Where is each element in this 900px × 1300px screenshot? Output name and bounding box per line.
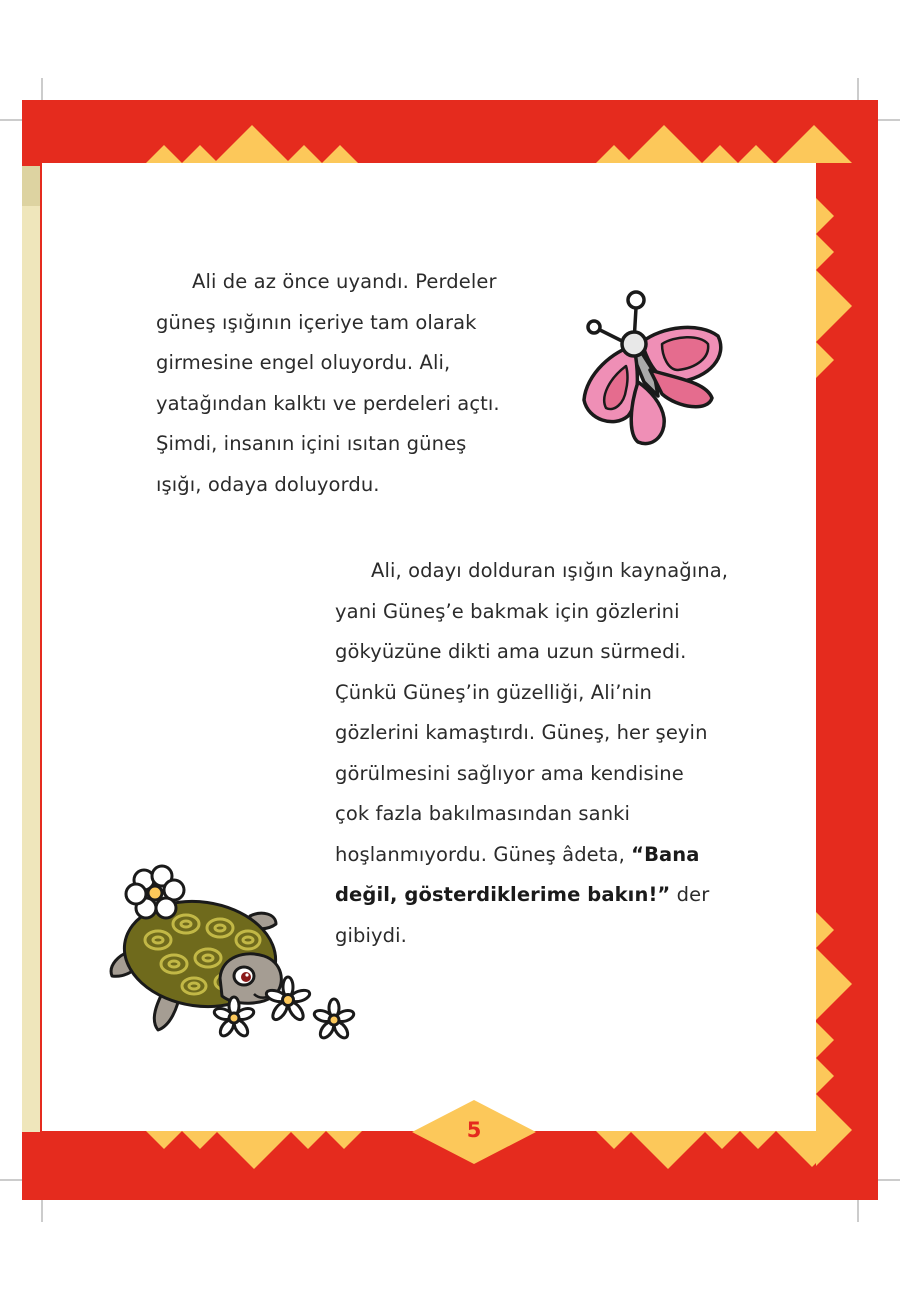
- line-text: hoşlanmıyordu. Güneş âdeta,: [335, 842, 632, 866]
- paragraph-line: [335, 875, 728, 916]
- paragraph-line: görülmesini sağlıyor ama kendisine: [335, 761, 684, 785]
- turtle-with-daisies-icon: [104, 858, 366, 1050]
- paragraph-line: [335, 835, 728, 876]
- paragraph-line: yatağından kalktı ve perdeleri açtı.: [156, 391, 500, 415]
- story-paragraph-2: [335, 551, 728, 956]
- paragraph-line: gözlerini kamaştırdı. Güneş, her şeyin: [335, 721, 708, 744]
- paragraph-line: ışığı, odaya doluyordu.: [156, 472, 380, 496]
- page-number: 5: [466, 1118, 482, 1142]
- paragraph-line: yani Güneş’e bakmak için gözlerini: [335, 599, 680, 623]
- paragraph-line: Çünkü Güneş’in güzelliği, Ali’nin: [335, 680, 652, 704]
- page-spine: [22, 166, 40, 1132]
- paragraph-line: girmesine engel oluyordu. Ali,: [156, 351, 451, 374]
- line-text: der: [670, 883, 710, 906]
- paragraph-line: Ali de az önce uyandı. Perdeler: [192, 270, 497, 293]
- paragraph-line: gibiydi.: [335, 923, 407, 947]
- page-spine-shade: [22, 166, 40, 206]
- paragraph-line: çok fazla bakılmasından sanki: [335, 802, 631, 825]
- paragraph-line: güneş ışığının içeriye tam olarak: [156, 310, 477, 334]
- paragraph-line: gökyüzüne dikti ama uzun sürmedi.: [335, 640, 687, 663]
- story-paragraph-1: [156, 262, 500, 505]
- butterfly-icon: [578, 286, 728, 451]
- paragraph-line: Şimdi, insanın içini ısıtan güneş: [156, 432, 467, 455]
- bold-quote-start: “Bana: [631, 842, 700, 866]
- paragraph-line: Ali, odayı dolduran ışığın kaynağına,: [371, 559, 729, 582]
- bold-quote-end: değil, gösterdiklerime bakın!”: [335, 883, 671, 906]
